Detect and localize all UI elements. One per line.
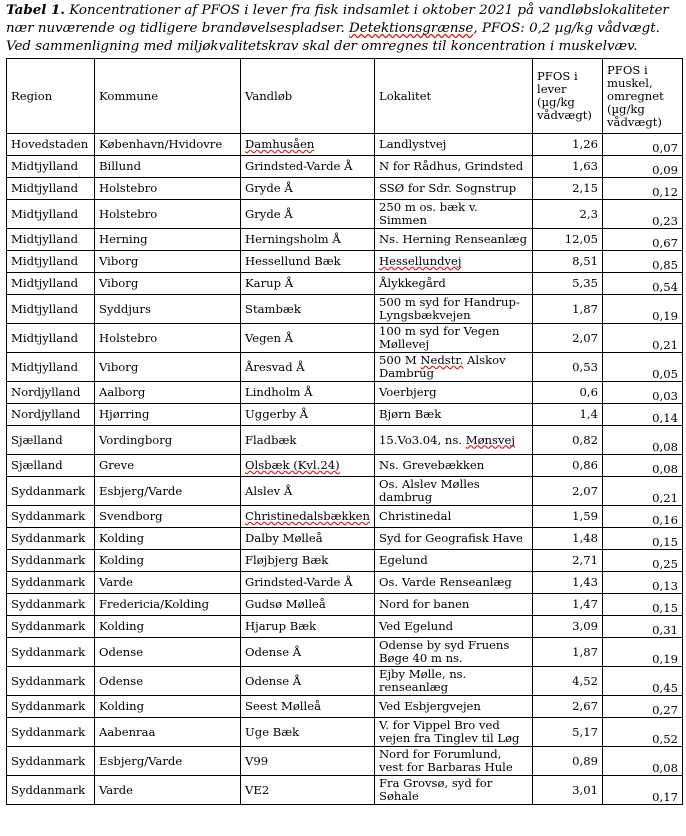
cell-pfos-muskel: 0,14 (603, 404, 683, 426)
cell-lokalitet: Ved Egelund (375, 616, 533, 638)
cell-lokalitet: Bjørn Bæk (375, 404, 533, 426)
cell-region: Sjælland (7, 455, 95, 477)
cell-pfos-lever: 1,63 (533, 156, 603, 178)
cell-vandlob: Fløjbjerg Bæk (241, 550, 375, 572)
table-row (7, 273, 683, 295)
cell-region: Syddanmark (7, 594, 95, 616)
cell-vandlob: Uggerby Å (241, 404, 375, 426)
cell-pfos-muskel: 0,85 (603, 251, 683, 273)
cell-vandlob: Odense Å (241, 667, 375, 696)
cell-lokalitet: Ejby Mølle, ns. renseanlæg (375, 667, 533, 696)
cell-lokalitet: 100 m syd for Vegen Møllevej (375, 324, 533, 353)
cell-region: Syddanmark (7, 776, 95, 805)
cell-vandlob: Grindsted-Varde Å (241, 572, 375, 594)
cell-pfos-lever: 1,59 (533, 506, 603, 528)
cell-vandlob: Åresvad Å (241, 353, 375, 382)
cell-vandlob: Karup Å (241, 273, 375, 295)
header-kommune: Kommune (95, 59, 241, 134)
cell-vandlob: Fladbæk (241, 426, 375, 455)
cell-lokalitet: Voerbjerg (375, 382, 533, 404)
cell-pfos-muskel: 0,08 (603, 455, 683, 477)
cell-lokalitet: Landlystvej (375, 134, 533, 156)
table-row (7, 178, 683, 200)
cell-pfos-muskel: 0,08 (603, 426, 683, 455)
cell-kommune: Kolding (95, 616, 241, 638)
cell-region: Syddanmark (7, 572, 95, 594)
cell-vandlob: Gryde Å (241, 178, 375, 200)
cell-pfos-lever: 0,6 (533, 382, 603, 404)
cell-lokalitet: Os. Alslev Mølles dambrug (375, 477, 533, 506)
cell-vandlob: Damhusåen (241, 134, 375, 156)
cell-lokalitet: Ålykkegård (375, 273, 533, 295)
cell-pfos-muskel: 0,27 (603, 696, 683, 718)
cell-vandlob: Uge Bæk (241, 718, 375, 747)
table-row (7, 594, 683, 616)
cell-kommune: Kolding (95, 550, 241, 572)
cell-lokalitet: 500 m syd for Handrup-Lyngsbækvejen (375, 295, 533, 324)
table-row (7, 667, 683, 696)
cell-pfos-lever: 5,17 (533, 718, 603, 747)
pfos-table (6, 58, 683, 805)
cell-kommune: Esbjerg/Varde (95, 747, 241, 776)
cell-kommune: Holstebro (95, 200, 241, 229)
table-row (7, 134, 683, 156)
cell-pfos-lever: 0,86 (533, 455, 603, 477)
cell-pfos-lever: 1,87 (533, 295, 603, 324)
cell-region: Midtjylland (7, 229, 95, 251)
caption-text-b: , PFOS: 0,2 µg/kg vådvægt. Ved sammenligning med miljøkvalitetskrav skal der omregnes til koncentration i muskelvæv. (6, 21, 660, 54)
cell-kommune: Varde (95, 776, 241, 805)
cell-lokalitet: Ved Esbjergvejen (375, 696, 533, 718)
cell-vandlob: Lindholm Å (241, 382, 375, 404)
cell-lokalitet: Nord for Forumlund, vest for Barbaras Hule (375, 747, 533, 776)
cell-kommune: København/Hvidovre (95, 134, 241, 156)
cell-pfos-muskel: 0,23 (603, 200, 683, 229)
cell-vandlob: VE2 (241, 776, 375, 805)
cell-region: Syddanmark (7, 747, 95, 776)
cell-lokalitet: Os. Varde Renseanlæg (375, 572, 533, 594)
cell-pfos-muskel: 0,54 (603, 273, 683, 295)
cell-pfos-muskel: 0,17 (603, 776, 683, 805)
cell-vandlob: Christinedalsbækken (241, 506, 375, 528)
cell-pfos-lever: 2,07 (533, 477, 603, 506)
cell-vandlob: Hessellund Bæk (241, 251, 375, 273)
table-row (7, 324, 683, 353)
cell-vandlob: Seest Mølleå (241, 696, 375, 718)
cell-lokalitet: Syd for Geografisk Have (375, 528, 533, 550)
cell-pfos-muskel: 0,19 (603, 638, 683, 667)
table-row (7, 426, 683, 455)
table-row (7, 200, 683, 229)
cell-kommune: Viborg (95, 251, 241, 273)
cell-pfos-lever: 0,53 (533, 353, 603, 382)
cell-kommune: Syddjurs (95, 295, 241, 324)
cell-pfos-muskel: 0,52 (603, 718, 683, 747)
cell-region: Midtjylland (7, 156, 95, 178)
cell-kommune: Holstebro (95, 178, 241, 200)
table-row (7, 506, 683, 528)
caption-label: Tabel 1. (6, 2, 65, 18)
header-row (7, 59, 683, 134)
cell-kommune: Hjørring (95, 404, 241, 426)
cell-pfos-lever: 8,51 (533, 251, 603, 273)
table-row (7, 776, 683, 805)
header-vandlob: Vandløb (241, 59, 375, 134)
cell-vandlob: Hjarup Bæk (241, 616, 375, 638)
cell-pfos-muskel: 0,45 (603, 667, 683, 696)
cell-lokalitet: Fra Grovsø, syd for Søhale (375, 776, 533, 805)
cell-pfos-lever: 2,07 (533, 324, 603, 353)
cell-pfos-muskel: 0,07 (603, 134, 683, 156)
cell-region: Midtjylland (7, 324, 95, 353)
cell-region: Syddanmark (7, 506, 95, 528)
cell-vandlob: Gryde Å (241, 200, 375, 229)
cell-region: Hovedstaden (7, 134, 95, 156)
cell-pfos-muskel: 0,08 (603, 747, 683, 776)
cell-vandlob: Alslev Å (241, 477, 375, 506)
cell-vandlob: Odense Å (241, 638, 375, 667)
cell-region: Midtjylland (7, 353, 95, 382)
cell-kommune: Vordingborg (95, 426, 241, 455)
cell-region: Sjælland (7, 426, 95, 455)
cell-pfos-lever: 1,43 (533, 572, 603, 594)
cell-pfos-lever: 2,71 (533, 550, 603, 572)
cell-lokalitet: 500 M Nedstr. Alskov Dambrug (375, 353, 533, 382)
cell-kommune: Aalborg (95, 382, 241, 404)
cell-vandlob: Stambæk (241, 295, 375, 324)
table-row (7, 638, 683, 667)
cell-lokalitet: Hessellundvej (375, 251, 533, 273)
cell-region: Midtjylland (7, 251, 95, 273)
cell-lokalitet: Nord for banen (375, 594, 533, 616)
cell-vandlob: Dalby Mølleå (241, 528, 375, 550)
cell-pfos-lever: 0,89 (533, 747, 603, 776)
cell-region: Syddanmark (7, 696, 95, 718)
cell-region: Syddanmark (7, 550, 95, 572)
cell-kommune: Viborg (95, 353, 241, 382)
cell-pfos-lever: 2,15 (533, 178, 603, 200)
cell-lokalitet: 250 m os. bæk v. Simmen (375, 200, 533, 229)
cell-region: Midtjylland (7, 273, 95, 295)
table-caption (6, 1, 682, 56)
cell-region: Syddanmark (7, 638, 95, 667)
cell-pfos-lever: 3,09 (533, 616, 603, 638)
cell-region: Midtjylland (7, 200, 95, 229)
cell-pfos-lever: 4,52 (533, 667, 603, 696)
cell-pfos-lever: 5,35 (533, 273, 603, 295)
cell-vandlob: Gudsø Mølleå (241, 594, 375, 616)
cell-region: Midtjylland (7, 178, 95, 200)
cell-kommune: Kolding (95, 696, 241, 718)
cell-pfos-lever: 2,67 (533, 696, 603, 718)
cell-kommune: Odense (95, 667, 241, 696)
cell-pfos-muskel: 0,21 (603, 477, 683, 506)
cell-kommune: Aabenraa (95, 718, 241, 747)
cell-region: Syddanmark (7, 718, 95, 747)
cell-kommune: Fredericia/Kolding (95, 594, 241, 616)
cell-region: Nordjylland (7, 382, 95, 404)
cell-region: Syddanmark (7, 667, 95, 696)
cell-vandlob: Vegen Å (241, 324, 375, 353)
cell-lokalitet: Ns. Grevebækken (375, 455, 533, 477)
cell-pfos-muskel: 0,13 (603, 572, 683, 594)
cell-kommune: Esbjerg/Varde (95, 477, 241, 506)
cell-pfos-muskel: 0,67 (603, 229, 683, 251)
table-row (7, 550, 683, 572)
cell-region: Midtjylland (7, 295, 95, 324)
header-lokalitet: Lokalitet (375, 59, 533, 134)
cell-vandlob: Olsbæk (Kvl.24) (241, 455, 375, 477)
cell-pfos-muskel: 0,15 (603, 594, 683, 616)
cell-pfos-lever: 1,47 (533, 594, 603, 616)
cell-lokalitet: V. for Vippel Bro ved vejen fra Tinglev til Løg (375, 718, 533, 747)
cell-pfos-muskel: 0,12 (603, 178, 683, 200)
cell-pfos-lever: 2,3 (533, 200, 603, 229)
cell-pfos-muskel: 0,31 (603, 616, 683, 638)
cell-pfos-lever: 1,4 (533, 404, 603, 426)
cell-pfos-lever: 1,48 (533, 528, 603, 550)
table-row (7, 696, 683, 718)
cell-vandlob: Grindsted-Varde Å (241, 156, 375, 178)
table-row (7, 404, 683, 426)
cell-pfos-muskel: 0,15 (603, 528, 683, 550)
cell-kommune: Holstebro (95, 324, 241, 353)
cell-kommune: Odense (95, 638, 241, 667)
cell-lokalitet: Odense by syd Fruens Bøge 40 m ns. (375, 638, 533, 667)
table-row (7, 455, 683, 477)
cell-kommune: Svendborg (95, 506, 241, 528)
table-row (7, 572, 683, 594)
header-pfos-lever: PFOS i lever (µg/kg vådvægt) (533, 59, 603, 134)
cell-pfos-muskel: 0,25 (603, 550, 683, 572)
table-row (7, 747, 683, 776)
caption-text-a: Koncentrationer af PFOS i lever fra fisk indsamlet i oktober 2021 på vandløbslokaliteter nær nuværende og tidligere brandøvelsespladser. (6, 3, 669, 36)
table-row (7, 616, 683, 638)
cell-kommune: Greve (95, 455, 241, 477)
cell-kommune: Kolding (95, 528, 241, 550)
cell-lokalitet: Egelund (375, 550, 533, 572)
cell-lokalitet: N for Rådhus, Grindsted (375, 156, 533, 178)
cell-kommune: Herning (95, 229, 241, 251)
header-pfos-muskel: PFOS i muskel, omregnet (µg/kg vådvægt) (603, 59, 683, 134)
cell-kommune: Billund (95, 156, 241, 178)
cell-region: Syddanmark (7, 616, 95, 638)
cell-kommune: Viborg (95, 273, 241, 295)
cell-vandlob: V99 (241, 747, 375, 776)
table-row (7, 718, 683, 747)
cell-pfos-muskel: 0,05 (603, 353, 683, 382)
table-row (7, 353, 683, 382)
cell-pfos-lever: 3,01 (533, 776, 603, 805)
table-row (7, 528, 683, 550)
cell-pfos-muskel: 0,16 (603, 506, 683, 528)
table-row (7, 251, 683, 273)
table-row (7, 295, 683, 324)
cell-pfos-muskel: 0,21 (603, 324, 683, 353)
cell-region: Syddanmark (7, 528, 95, 550)
cell-pfos-lever: 1,26 (533, 134, 603, 156)
cell-pfos-lever: 1,87 (533, 638, 603, 667)
table-row (7, 477, 683, 506)
table-row (7, 382, 683, 404)
cell-lokalitet: Ns. Herning Renseanlæg (375, 229, 533, 251)
cell-lokalitet: SSØ for Sdr. Sognstrup (375, 178, 533, 200)
cell-kommune: Varde (95, 572, 241, 594)
header-region: Region (7, 59, 95, 134)
cell-lokalitet: 15.Vo3.04, ns. Mønsvej (375, 426, 533, 455)
cell-pfos-lever: 12,05 (533, 229, 603, 251)
cell-region: Syddanmark (7, 477, 95, 506)
cell-pfos-muskel: 0,09 (603, 156, 683, 178)
table-row (7, 229, 683, 251)
table-row (7, 156, 683, 178)
caption-squiggle-word: Detektionsgrænse (349, 21, 474, 36)
cell-pfos-lever: 0,82 (533, 426, 603, 455)
cell-pfos-muskel: 0,03 (603, 382, 683, 404)
cell-vandlob: Herningsholm Å (241, 229, 375, 251)
cell-pfos-muskel: 0,19 (603, 295, 683, 324)
cell-lokalitet: Christinedal (375, 506, 533, 528)
cell-region: Nordjylland (7, 404, 95, 426)
